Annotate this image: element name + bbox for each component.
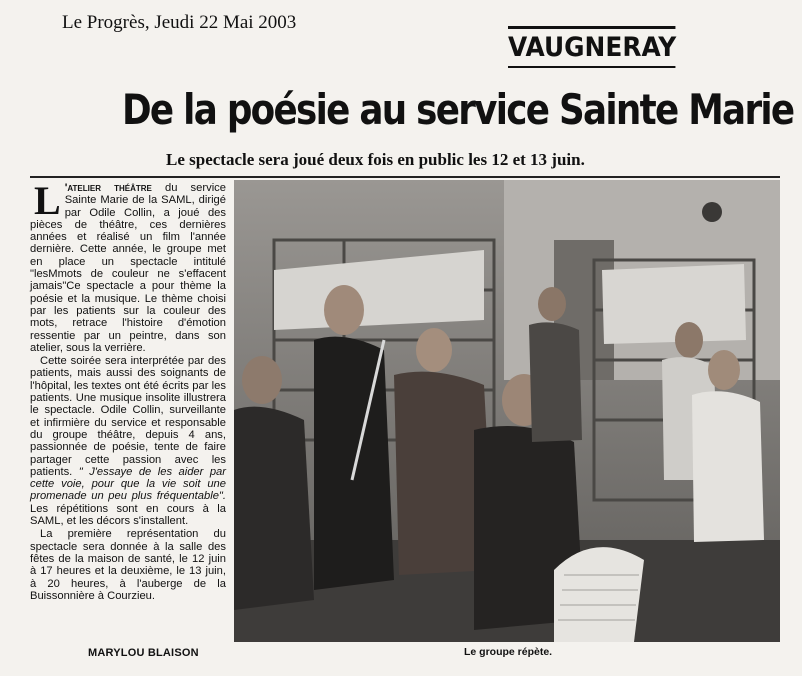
paragraph-text: Cette soirée sera interprétée par des patients, mais aussi des soignants de l'hôpital, les textes ont été écrits par les patients. Une musique insolite illustrera le spectacle. Odile Collin, surveillante et infirmière du service et responsable du groupe théâtre, depuis 4 ans, passionnée de poésie, tente de faire partager cette passion avec les patients.: [30, 355, 226, 478]
photo-illustration: [234, 180, 780, 642]
byline: MARYLOU BLAISON: [88, 647, 199, 659]
subheadline: Le spectacle sera joué deux fois en public les 12 et 13 juin.: [166, 150, 585, 169]
article-paragraph: [30, 528, 226, 602]
paragraph-text: Les répétitions sont en cours à la SAML, et les décors s'installent.: [30, 502, 226, 528]
rehearsal-photo: [234, 180, 780, 642]
newspaper-source: Le Progrès, Jeudi 22 Mai 2003: [62, 12, 297, 33]
dropcap: L: [34, 178, 61, 223]
article-body: [30, 178, 227, 603]
article-paragraph: [30, 355, 226, 527]
photo-caption: Le groupe répète.: [464, 646, 553, 658]
article-paragraph: [30, 178, 226, 354]
lead-caps: 'atelier théâtre: [64, 182, 152, 194]
headline: De la poésie au service Sainte Marie: [122, 85, 794, 134]
quote-text: " J'essaye de les aider par cette voie, pour que la vie soit une promenade un peu plus fréquentable".: [30, 465, 227, 503]
paragraph-text: du service Sainte Marie de la SAML, dirigé par Odile Collin, a joué des pièces de théâtre, ces dernières années et réalisé un film l'année dernière. Cette année, le groupe met en place un spectacle intitulé "lesMmots de couleur ne s'effacent jamais"Ce spectacle a pour thème la poésie et la musique. Le thème choisi par les patients sur la couleur des mots, retrace l'histoire d'émotion ressentie par un peintre, dans son atelier, sous la verrière.: [30, 182, 226, 354]
section-tag: VAUGNERAY: [508, 26, 675, 68]
paragraph-text: La première représentation du spectacle sera donnée à la salle des fêtes de la maison de santé, le 12 juin à 17 heures et la deuxième, le 13 juin, à 20 heures, à l'auberge de la Buissonnière à Courzieu.: [30, 528, 226, 602]
divider-rule: [30, 176, 780, 178]
